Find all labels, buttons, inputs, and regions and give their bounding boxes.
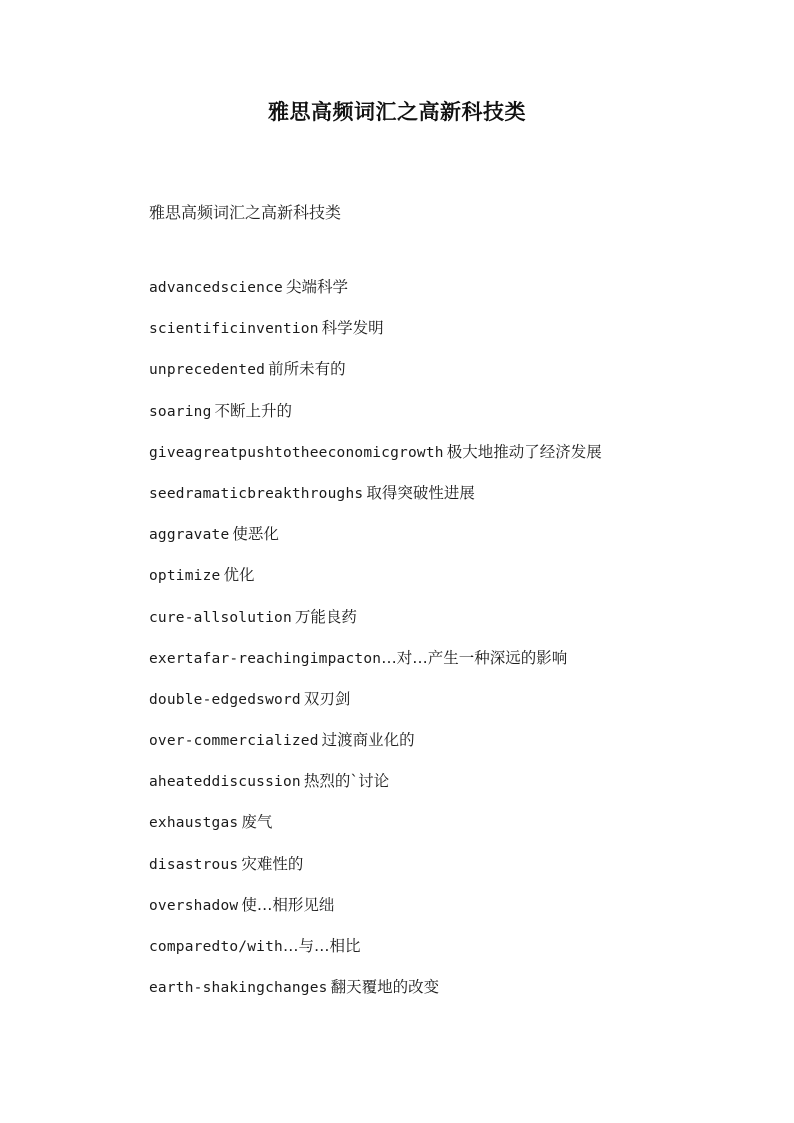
vocab-meaning: 使恶化 bbox=[232, 525, 279, 544]
vocab-entry bbox=[149, 935, 749, 976]
vocab-term: earth-shakingchanges bbox=[149, 980, 328, 997]
vocab-meaning: 使…相形见绌 bbox=[241, 895, 335, 914]
vocab-term: soaring bbox=[149, 403, 212, 420]
vocab-entry bbox=[149, 564, 749, 605]
vocab-term: exhaustgas bbox=[149, 815, 239, 832]
vocab-term: exertafar-reachingimpacton bbox=[149, 650, 382, 667]
vocab-entry bbox=[149, 647, 749, 688]
vocab-entry bbox=[149, 317, 749, 358]
vocab-meaning: 翻天覆地的改变 bbox=[330, 978, 440, 997]
vocab-entry bbox=[149, 441, 749, 482]
vocab-term: scientificinvention bbox=[149, 321, 319, 338]
vocab-term: disastrous bbox=[149, 856, 239, 873]
document-title: 雅思高频词汇之高新科技类 bbox=[268, 100, 526, 124]
vocab-meaning: 万能良药 bbox=[294, 607, 357, 626]
vocab-term: aheateddiscussion bbox=[149, 774, 301, 791]
vocab-term: double-edgedsword bbox=[149, 691, 301, 708]
vocab-meaning: 灾难性的 bbox=[241, 854, 304, 873]
vocab-meaning: 科学发明 bbox=[321, 319, 384, 338]
vocab-meaning: 双刃剑 bbox=[303, 689, 351, 708]
vocab-term: giveagreatpushtotheeconomicgrowth bbox=[149, 444, 444, 461]
vocab-entry bbox=[149, 400, 749, 441]
vocab-term: overshadow bbox=[149, 897, 239, 914]
vocab-term: advancedscience bbox=[149, 280, 283, 296]
vocab-entry bbox=[149, 523, 749, 564]
vocab-meaning: 不断上升的 bbox=[214, 401, 293, 420]
vocab-term: aggravate bbox=[149, 527, 230, 544]
vocab-meaning: 极大地推动了经济发展 bbox=[446, 442, 602, 461]
vocab-entry bbox=[149, 688, 749, 729]
vocab-meaning: 热烈的`讨论 bbox=[303, 772, 390, 791]
vocab-meaning: …对…产生一种深远的影响 bbox=[381, 648, 568, 667]
vocab-meaning: 前所未有的 bbox=[268, 360, 346, 379]
document-subtitle: 雅思高频词汇之高新科技类 bbox=[149, 203, 342, 222]
vocab-meaning: 尖端科学 bbox=[285, 278, 348, 296]
vocab-term: comparedto/with bbox=[149, 939, 283, 955]
vocab-entry bbox=[149, 811, 749, 852]
vocab-entry bbox=[149, 894, 749, 935]
vocab-meaning: 废气 bbox=[241, 813, 273, 832]
vocab-entry bbox=[149, 482, 749, 523]
vocab-entry bbox=[149, 358, 749, 399]
vocabulary-list bbox=[149, 276, 749, 1017]
vocab-meaning: 过渡商业化的 bbox=[321, 731, 415, 750]
vocab-term: unprecedented bbox=[149, 362, 266, 379]
vocab-meaning: 优化 bbox=[223, 566, 255, 585]
vocab-term: over-commercialized bbox=[149, 733, 319, 750]
vocab-entry bbox=[149, 276, 749, 317]
vocab-term: seedramaticbreakthroughs bbox=[149, 485, 364, 502]
vocab-term: cure-allsolution bbox=[149, 609, 292, 626]
vocab-entry bbox=[149, 853, 749, 894]
vocab-term: optimize bbox=[149, 568, 221, 585]
vocab-entry bbox=[149, 606, 749, 647]
vocab-entry bbox=[149, 770, 749, 811]
vocab-entry bbox=[149, 729, 749, 770]
vocab-meaning: …与…相比 bbox=[282, 937, 361, 955]
vocab-entry bbox=[149, 976, 749, 1017]
vocab-meaning: 取得突破性进展 bbox=[366, 483, 475, 502]
